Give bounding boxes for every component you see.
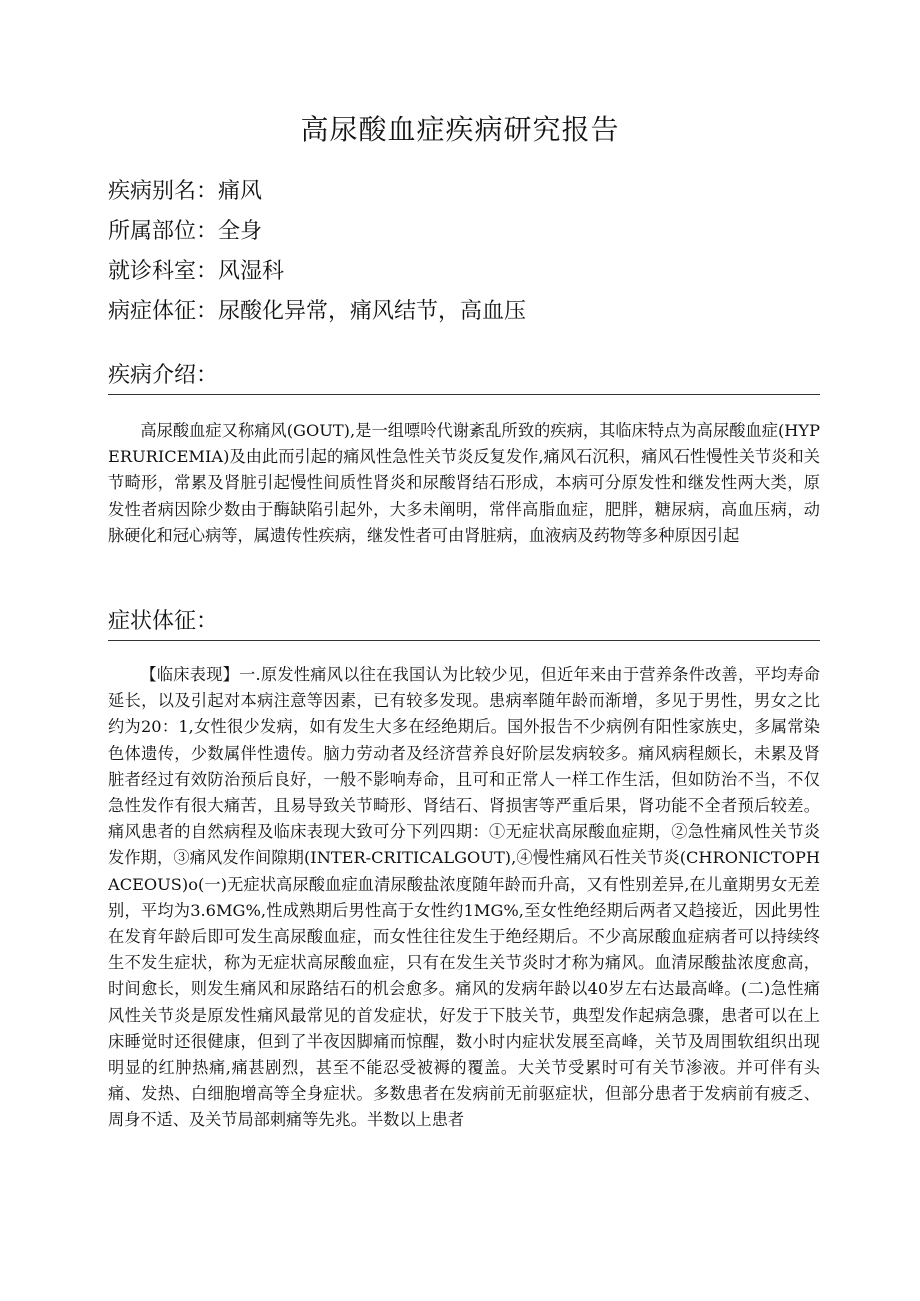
section-heading-intro: 疾病介绍： xyxy=(108,360,820,395)
info-row-department xyxy=(108,252,820,292)
document-title: 高尿酸血症疾病研究报告 xyxy=(300,113,620,146)
info-value: 尿酸化异常，痛风结节，高血压 xyxy=(218,299,527,324)
intro-paragraph: 高尿酸血症又称痛风(GOUT),是一组嘌呤代谢紊乱所致的疾病，其临床特点为高尿酸血症(HYPERURICEMIA)及由此而引起的痛风性急性关节炎反复发作,痛风石沉积，痛风石性慢性关节炎和关节畸形，常累及肾脏引起慢性间质性肾炎和尿酸肾结石形成，本病可分原发性和继发性两大类，原发性者病因除少数由于酶缺陷引起外，大多未阐明，常伴高脂血症，肥胖，糖尿病，高血压病，动脉硬化和冠心病等，属遗传性疾病，继发性者可由肾脏病，血液病及药物等多种原因引起 xyxy=(108,421,820,545)
info-value: 风湿科 xyxy=(218,259,285,284)
info-value: 全身 xyxy=(218,219,263,244)
info-label: 就诊科室： xyxy=(108,259,219,284)
info-row-signs xyxy=(108,292,820,332)
info-row-body-part xyxy=(108,212,820,252)
symptoms-paragraph: 【临床表现】一.原发性痛风以往在我国认为比较少见，但近年来由于营养条件改善，平均寿命延长，以及引起对本病注意等因素，已有较多发现。患病率随年龄而渐增，多见于男性，男女之比约为20：1,女性很少发病，如有发生大多在经绝期后。国外报告不少病例有阳性家族史，多属常染色体遗传，少数属伴性遗传。脑力劳动者及经济营养良好阶层发病较多。痛风病程颇长，未累及肾脏者经过有效防治预后良好，一般不影响寿命，且可和正常人一样工作生活，但如防治不当，不仅急性发作有很大痛苦，且易导致关节畸形、肾结石、肾损害等严重后果，肾功能不全者预后较差。痛风患者的自然病程及临床表现大致可分下列四期：①无症状高尿酸血症期，②急性痛风性关节炎发作期，③痛风发作间隙期(INTER-CRITICALGOUT),④慢性痛风石性关节炎(CHRONICTOPHACEOUS)o(一)无症状高尿酸血症血清尿酸盐浓度随年龄而升高，又有性别差异,在儿童期男女无差别，平均为3.6MG%,性成熟期后男性高于女性约1MG%,至女性绝经期后两者又趋接近，因此男性在发育年龄后即可发生高尿酸血症，而女性往往发生于绝经期后。不少高尿酸血症病者可以持续终生不发生症状，称为无症状高尿酸血症，只有在发生关节炎时才称为痛风。血清尿酸盐浓度愈高，时间愈长，则发生痛风和尿路结石的机会愈多。痛风的发病年龄以40岁左右达最高峰。(二)急性痛风性关节炎是原发性痛风最常见的首发症状，好发于下肢关节，典型发作起病急骤，患者可以在上床睡觉时还很健康，但到了半夜因脚痛而惊醒，数小时内症状发展至高峰，关节及周围软组织出现明显的红肿热痛,痛甚剧烈，甚至不能忍受被褥的覆盖。大关节受累时可有关节渗液。并可伴有头痛、发热、白细胞增高等全身症状。多数患者在发病前无前驱症状，但部分患者于发病前有疲乏、周身不适、及关节局部刺痛等先兆。半数以上患者 xyxy=(108,665,820,1130)
info-value: 痛风 xyxy=(218,179,263,204)
section-heading-symptoms: 症状体征： xyxy=(108,606,820,641)
info-label: 所属部位： xyxy=(108,219,219,244)
info-label: 疾病别名： xyxy=(108,179,219,204)
info-row-alias xyxy=(108,172,820,212)
info-label: 病症体征： xyxy=(108,299,219,324)
disease-info-list xyxy=(108,172,820,332)
